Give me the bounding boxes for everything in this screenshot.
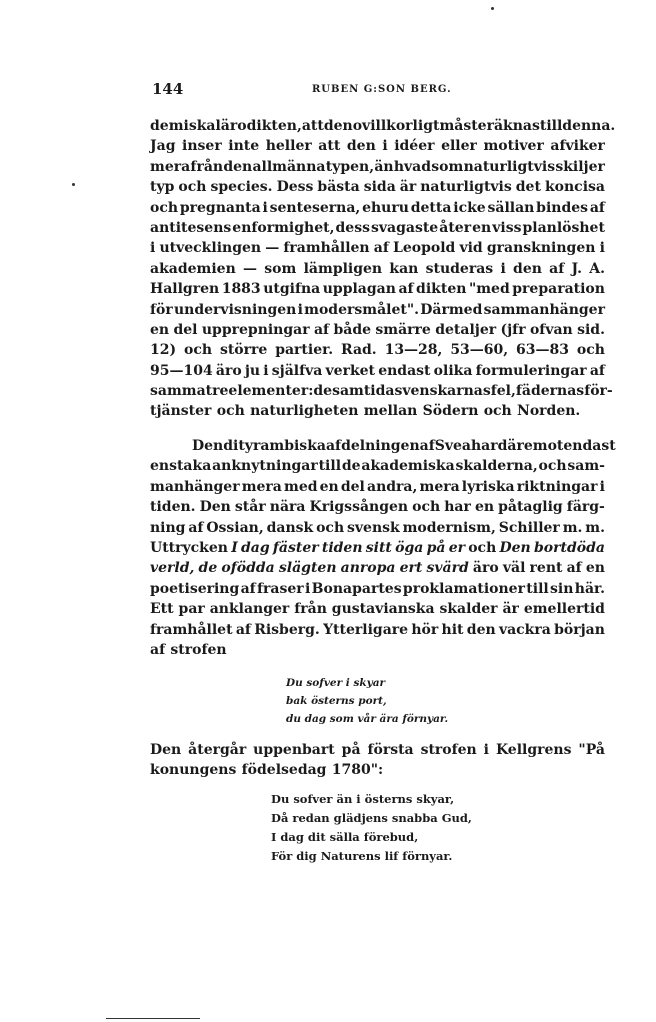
poem-quote-svea [286, 674, 448, 728]
paragraph-1 [150, 116, 616, 422]
paragraph-3 [150, 740, 605, 781]
text-line: för undervisningen i modersmålet". Därmed sammanhänger [150, 301, 605, 318]
text-line: antitesens enformighet, dess svagaste åter en viss planlöshet [150, 219, 605, 236]
text-line: 12) och större partier. Rad. 13—28, 53—60, 63—83 och [150, 342, 605, 359]
text-line: tiden. Den står nära Krigssången och har en påtaglig färg- [150, 499, 605, 516]
text-line: Den dityrambiska afdelningen af Svea har däremot endast [192, 438, 616, 454]
stray-mark [491, 7, 494, 10]
text-line: konungens födelsedag 1780": [150, 762, 384, 779]
poem-line: Du sofver i skyar [286, 677, 386, 689]
poem-quote-kellgren [271, 790, 472, 866]
text-line: samma tre elementer: de samtida svenskarnas fel, fädernas för- [150, 383, 613, 400]
stray-mark [72, 183, 75, 186]
text-line: mera från den allmänna typen, än hvad som naturligtvis skiljer [150, 158, 605, 175]
text-line: demiska lärodikten, att den ovillkorligt måste räknas till denna. [150, 118, 616, 134]
text-line: poetisering af fraser i Bonapartes proklamationer till sin här. [150, 580, 605, 597]
poem-line: Du sofver än i österns skyar, [271, 792, 455, 806]
poem-line: Då redan glädjens snabba Gud, [271, 811, 472, 825]
text-line: Uttrycken I dag fäster tiden sitt öga på er och Den bortdöda [150, 539, 605, 556]
text-line: en del upprepningar af både smärre detaljer (jfr ofvan sid. [150, 321, 605, 338]
poem-line: I dag dit sälla förebud, [271, 830, 419, 844]
text-line: 95—104 äro ju i själfva verket endast olika formuleringar af [150, 362, 605, 379]
text-line: framhållet af Risberg. Ytterligare hör hit den vackra början [150, 621, 605, 638]
poem-line: du dag som vår ära förnyar. [286, 713, 449, 725]
text-line: i utvecklingen — framhållen af Leopold vid granskningen i [150, 240, 605, 257]
text-line: akademien — som lämpligen kan studeras i den af J. A. [150, 260, 605, 277]
text-line: typ och species. Dess bästa sida är naturligtvis det koncisa [150, 179, 605, 196]
text-line: Hallgren 1883 utgifna upplagan af dikten "med preparation [150, 281, 605, 298]
running-head: RUBEN G:SON BERG. [312, 84, 452, 95]
paragraph-2 [150, 436, 616, 660]
text-line: af strofen [150, 641, 227, 658]
footer-rule [106, 1018, 200, 1019]
text-line: enstaka anknytningar till de akademiska skalderna, och sam- [150, 458, 605, 475]
text-line: Ett par anklanger från gustavianska skalder är emellertid [150, 601, 605, 618]
text-line: Jag inser inte heller att den i idéer eller motiver afviker [150, 138, 605, 155]
text-line: verld, de ofödda slägten anropa ert svärd äro väl rent af en [150, 560, 605, 577]
poem-line: För dig Naturens lif förnyar. [271, 849, 453, 863]
text-line: manhänger mera med en del andra, mera lyriska riktningar i [150, 478, 605, 495]
text-line: tjänster och naturligheten mellan Södern och Norden. [150, 403, 581, 420]
text-line: Den återgår uppenbart på första strofen i Kellgrens "På [150, 742, 605, 758]
poem-line: bak österns port, [286, 695, 387, 707]
page-number: 144 [152, 80, 184, 98]
text-line: ning af Ossian, dansk och svensk modernism, Schiller m. m. [150, 519, 605, 536]
text-line: och pregnanta i senteserna, ehuru detta icke sällan bindes af [150, 199, 605, 216]
